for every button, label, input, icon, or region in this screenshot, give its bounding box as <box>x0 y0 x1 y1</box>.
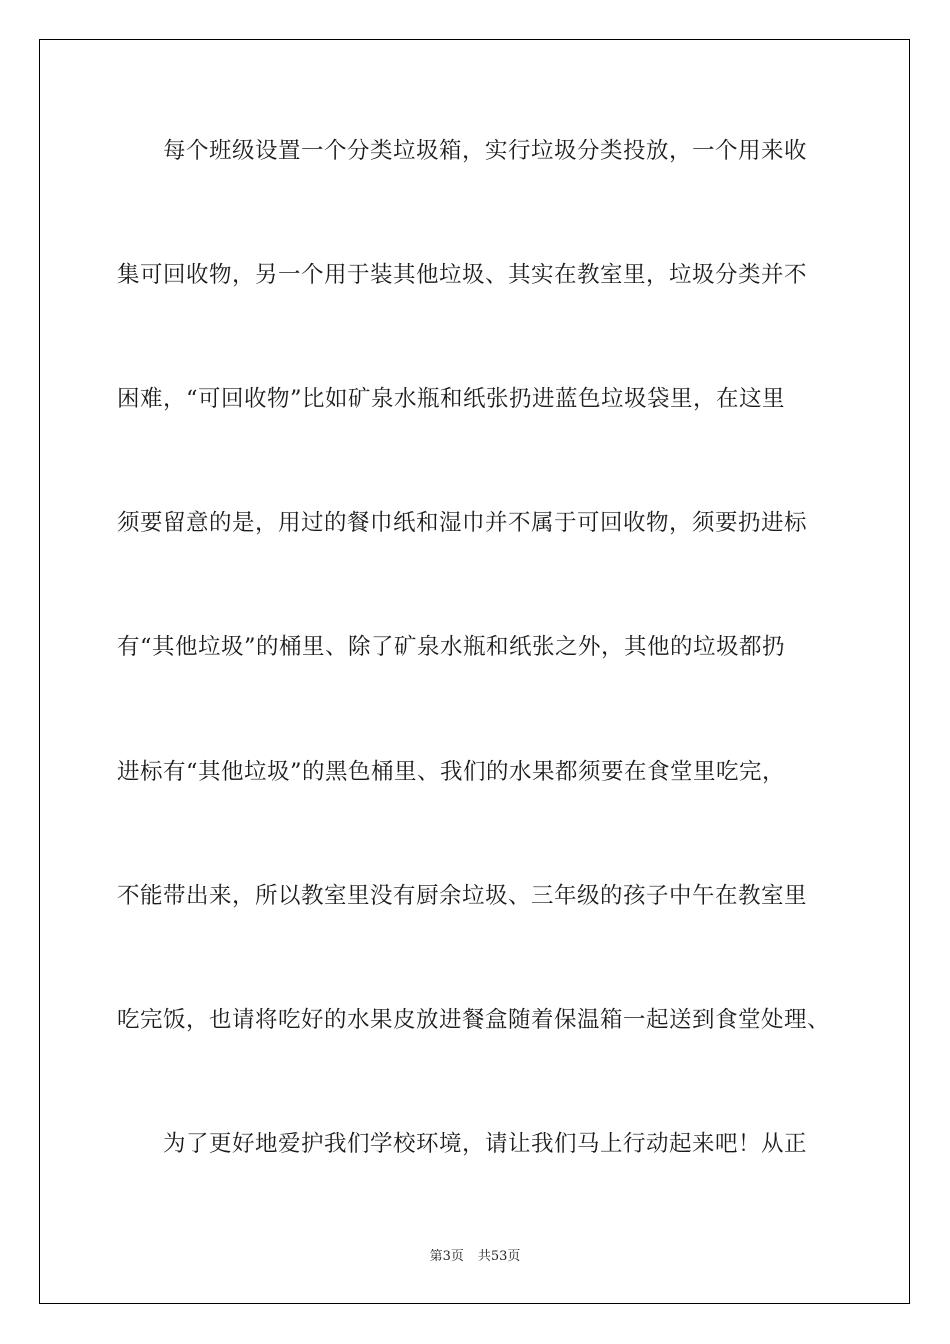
body-line-3: 困难，“可回收物”比如矿泉水瓶和纸张扔进蓝色垃圾袋里，在这里 <box>117 386 786 412</box>
page-border <box>39 39 910 1304</box>
page-footer <box>0 1248 950 1266</box>
page-number: 第3页 <box>429 1249 464 1264</box>
body-line-9: 为了更好地爱护我们学校环境，请让我们马上行动起来吧！从正 <box>117 1131 808 1157</box>
body-line-4: 须要留意的是，用过的餐巾纸和湿巾并不属于可回收物，须要扔进标 <box>117 510 808 536</box>
body-line-6: 进标有“其他垃圾”的黑色桶里、我们的水果都须要在食堂里吃完， <box>117 759 786 785</box>
body-line-8: 吃完饭，也请将吃好的水果皮放进餐盒随着保温箱一起送到食堂处理、 <box>117 1007 831 1033</box>
page-total: 共53页 <box>477 1249 521 1264</box>
body-line-1: 每个班级设置一个分类垃圾箱，实行垃圾分类投放，一个用来收 <box>117 138 808 164</box>
body-line-7: 不能带出来，所以教室里没有厨余垃圾、三年级的孩子中午在教室里 <box>117 883 808 909</box>
body-line-5: 有“其他垃圾”的桶里、除了矿泉水瓶和纸张之外，其他的垃圾都扔 <box>117 634 786 660</box>
body-line-2: 集可回收物，另一个用于装其他垃圾、其实在教室里，垃圾分类并不 <box>117 262 808 288</box>
